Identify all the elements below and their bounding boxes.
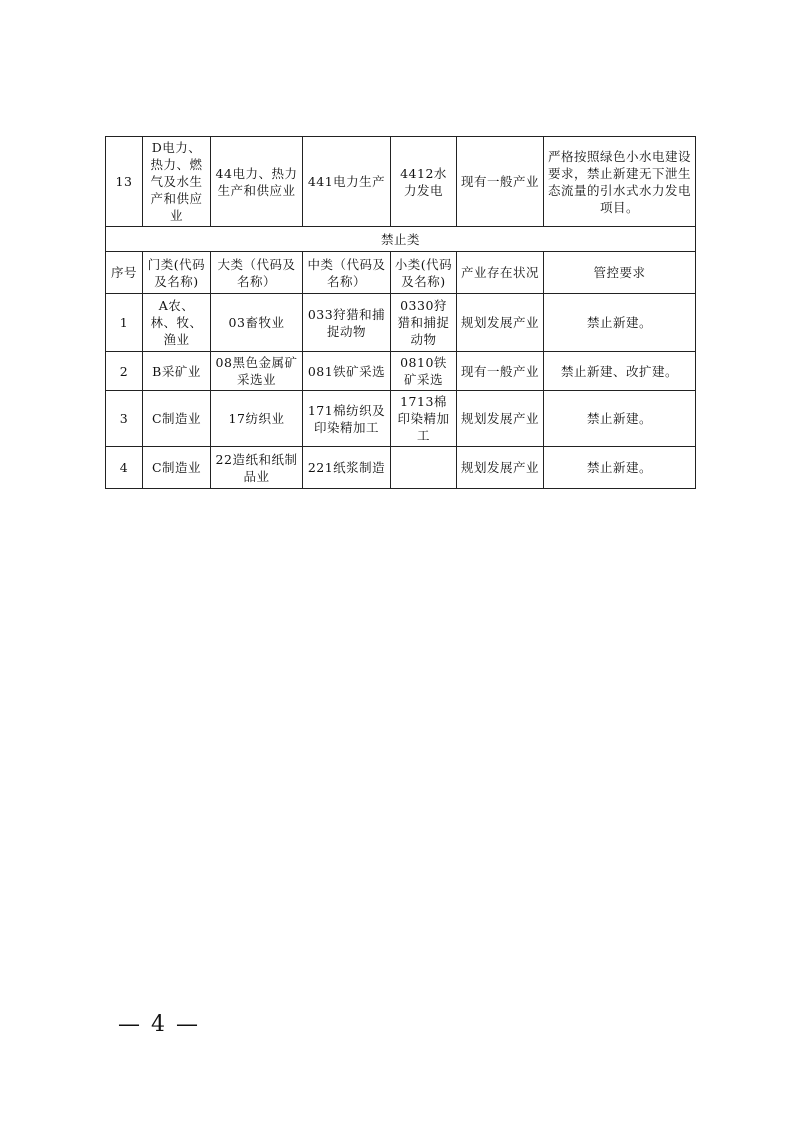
- cell-seq: 13: [106, 137, 143, 227]
- cell-major: 22造纸和纸制品业: [211, 447, 303, 489]
- cell-minor: 1713棉印染精加工: [391, 391, 457, 447]
- header-middle: 中类（代码及名称）: [303, 252, 391, 294]
- cell-middle: 221纸浆制造: [303, 447, 391, 489]
- industry-control-table: [105, 136, 696, 489]
- header-row: [106, 252, 696, 294]
- section-title: 禁止类: [106, 227, 696, 252]
- cell-major: 17纺织业: [211, 391, 303, 447]
- header-status: 产业存在状况: [457, 252, 544, 294]
- cell-requirement: 禁止新建。: [544, 447, 696, 489]
- cell-status: 规划发展产业: [457, 294, 544, 352]
- cell-middle: 081铁矿采选: [303, 352, 391, 391]
- cell-seq: 3: [106, 391, 143, 447]
- header-major: 大类（代码及名称）: [211, 252, 303, 294]
- cell-requirement: 禁止新建、改扩建。: [544, 352, 696, 391]
- header-door: 门类(代码及名称): [143, 252, 211, 294]
- cell-minor: [391, 447, 457, 489]
- cell-requirement: 禁止新建。: [544, 391, 696, 447]
- cell-minor: 0810铁矿采选: [391, 352, 457, 391]
- section-row: [106, 227, 696, 252]
- table-row-13: [106, 137, 696, 227]
- cell-door: C制造业: [143, 391, 211, 447]
- cell-status: 规划发展产业: [457, 447, 544, 489]
- cell-middle: 441电力生产: [303, 137, 391, 227]
- cell-major: 08黑色金属矿采选业: [211, 352, 303, 391]
- header-seq: 序号: [106, 252, 143, 294]
- table-row: [106, 391, 696, 447]
- cell-seq: 1: [106, 294, 143, 352]
- cell-door: D电力、热力、燃气及水生产和供应业: [143, 137, 211, 227]
- cell-middle: 033狩猎和捕捉动物: [303, 294, 391, 352]
- cell-status: 现有一般产业: [457, 352, 544, 391]
- cell-door: B采矿业: [143, 352, 211, 391]
- cell-status: 规划发展产业: [457, 391, 544, 447]
- cell-major: 44电力、热力生产和供应业: [211, 137, 303, 227]
- cell-seq: 4: [106, 447, 143, 489]
- header-requirement: 管控要求: [544, 252, 696, 294]
- cell-door: A农、林、牧、渔业: [143, 294, 211, 352]
- cell-requirement: 严格按照绿色小水电建设要求，禁止新建无下泄生态流量的引水式水力发电项目。: [544, 137, 696, 227]
- cell-door: C制造业: [143, 447, 211, 489]
- cell-minor: 4412水力发电: [391, 137, 457, 227]
- table-row: [106, 352, 696, 391]
- cell-seq: 2: [106, 352, 143, 391]
- cell-minor: 0330狩猎和捕捉 动物: [391, 294, 457, 352]
- cell-middle: 171棉纺织及印染精加工: [303, 391, 391, 447]
- header-minor: 小类(代码及名称): [391, 252, 457, 294]
- table-row: [106, 447, 696, 489]
- cell-requirement: 禁止新建。: [544, 294, 696, 352]
- page-number: — 4 —: [118, 1012, 200, 1037]
- cell-major: 03畜牧业: [211, 294, 303, 352]
- table-row: [106, 294, 696, 352]
- cell-status: 现有一般产业: [457, 137, 544, 227]
